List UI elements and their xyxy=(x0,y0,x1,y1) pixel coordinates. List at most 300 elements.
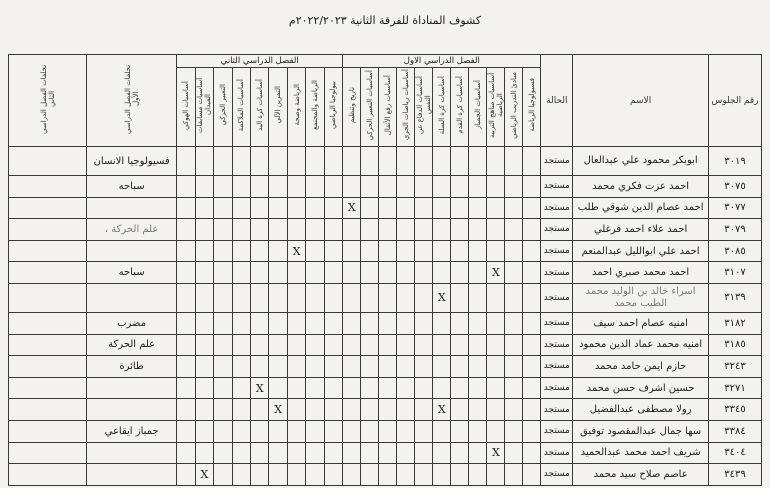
s1-mark-cell xyxy=(343,334,361,356)
s2-mark-cell xyxy=(195,356,213,378)
student-name-cell: احمد عزت فكري محمد xyxy=(573,176,709,198)
s1-mark-cell xyxy=(433,464,451,486)
makeup-s1-cell: جمباز ايقاعي xyxy=(87,420,177,442)
seat-number-cell: ٣١٠٧ xyxy=(708,262,761,284)
s2-mark-cell xyxy=(232,219,250,241)
s1-mark-cell xyxy=(469,334,487,356)
makeup-s2-cell xyxy=(9,262,87,284)
s2-mark-cell xyxy=(287,176,305,198)
makeup-s2-cell xyxy=(9,420,87,442)
makeup-s1-cell: سباحه xyxy=(87,176,177,198)
s1-mark-cell xyxy=(523,399,541,421)
s2-mark-cell xyxy=(232,312,250,334)
s2-mark-cell xyxy=(324,334,342,356)
s2-mark-cell xyxy=(232,240,250,262)
s2-mark-cell xyxy=(251,176,269,198)
s2-mark-cell xyxy=(214,334,232,356)
s2-mark-cell: X xyxy=(287,240,305,262)
s1-mark-cell xyxy=(361,176,379,198)
s2-mark-cell xyxy=(195,377,213,399)
s1-mark-cell xyxy=(433,219,451,241)
s1-mark-cell xyxy=(451,420,469,442)
s2-mark-cell xyxy=(269,334,287,356)
s1_courses-course-header: أساسيات رياضات الجري xyxy=(397,68,415,147)
seat-number-cell: ٣٢٧١ xyxy=(708,377,761,399)
s1-mark-cell xyxy=(415,176,433,198)
s2-mark-cell xyxy=(251,219,269,241)
makeup-s2-cell xyxy=(9,356,87,378)
s1-mark-cell xyxy=(379,420,397,442)
s1-mark-cell xyxy=(487,420,505,442)
s1-mark-cell xyxy=(397,420,415,442)
s2-mark-cell xyxy=(324,356,342,378)
s1-mark-cell xyxy=(343,176,361,198)
s1-mark-cell xyxy=(415,356,433,378)
s1-mark-cell xyxy=(469,464,487,486)
s1-mark-cell xyxy=(451,442,469,464)
s1_courses-course-header: أساسيات مناهج التربية الرياضية xyxy=(487,68,505,147)
s2-mark-cell xyxy=(287,262,305,284)
s2-mark-cell xyxy=(214,312,232,334)
s1-mark-cell xyxy=(343,377,361,399)
s1-mark-cell xyxy=(469,197,487,219)
s2-mark-cell xyxy=(232,262,250,284)
s1-mark-cell xyxy=(487,312,505,334)
s2-mark-cell xyxy=(232,464,250,486)
s2-mark-cell xyxy=(251,312,269,334)
s2-mark-cell xyxy=(177,283,196,312)
makeup-s1-cell xyxy=(87,399,177,421)
s1-mark-cell xyxy=(397,240,415,262)
seat-number-cell: ٣٠٧٥ xyxy=(708,176,761,198)
table-row xyxy=(9,356,762,378)
s2-mark-cell xyxy=(324,283,342,312)
s2-mark-cell xyxy=(306,219,324,241)
s1-mark-cell xyxy=(343,283,361,312)
makeup-s1-cell xyxy=(87,442,177,464)
s1-mark-cell xyxy=(379,197,397,219)
s2_courses-course-header: أساسيات الهوكي xyxy=(177,68,196,147)
s1-mark-cell xyxy=(505,219,523,241)
s1-mark-cell xyxy=(361,399,379,421)
seat-number-cell: ٣٠٧٩ xyxy=(708,219,761,241)
makeup-s2-cell xyxy=(9,219,87,241)
s2_courses-course-header: الرياضة وصحة xyxy=(287,68,305,147)
makeup-s2-cell xyxy=(9,283,87,312)
s1-mark-cell xyxy=(505,377,523,399)
status-cell: مستجد xyxy=(541,377,573,399)
s1-mark-cell xyxy=(505,262,523,284)
student-name-cell: عاصم صلاح سيد محمد xyxy=(573,464,709,486)
s1-mark-cell xyxy=(451,312,469,334)
seat-number-cell: ٣٠١٩ xyxy=(708,147,761,176)
s1-mark-cell xyxy=(379,442,397,464)
s2-mark-cell xyxy=(287,312,305,334)
s1-mark-cell xyxy=(451,240,469,262)
s1-mark-cell xyxy=(451,334,469,356)
s1-mark-cell xyxy=(361,262,379,284)
makeup-s1-cell xyxy=(87,464,177,486)
s2-mark-cell xyxy=(232,176,250,198)
s2-mark-cell xyxy=(269,262,287,284)
s1-mark-cell xyxy=(451,176,469,198)
s1-mark-cell xyxy=(415,334,433,356)
s1-mark-cell xyxy=(433,356,451,378)
s1-mark-cell xyxy=(451,377,469,399)
s1-mark-cell xyxy=(523,377,541,399)
s2-mark-cell xyxy=(269,197,287,219)
s2-mark-cell xyxy=(177,176,196,198)
s1_courses-course-header: أساسيات كرة القدم xyxy=(451,68,469,147)
s1-mark-cell xyxy=(487,399,505,421)
makeup-s2-cell xyxy=(9,334,87,356)
s1-mark-cell xyxy=(451,464,469,486)
s1-mark-cell xyxy=(469,356,487,378)
makeup-s2-header: تخلفات الفصل الدراسي الثاني xyxy=(9,55,87,147)
s2-mark-cell xyxy=(177,262,196,284)
s1-mark-cell xyxy=(523,464,541,486)
s1-mark-cell xyxy=(379,377,397,399)
s2-mark-cell xyxy=(195,240,213,262)
s1-mark-cell xyxy=(415,464,433,486)
s1-mark-cell xyxy=(343,420,361,442)
s1-mark-cell xyxy=(397,377,415,399)
table-row xyxy=(9,334,762,356)
seat-number-cell: ٣١٨٥ xyxy=(708,334,761,356)
s1_courses-course-header: أساسيات رفع الأثقال xyxy=(379,68,397,147)
s2-mark-cell xyxy=(251,283,269,312)
status-cell: مستجد xyxy=(541,176,573,198)
s1-mark-cell xyxy=(523,283,541,312)
status-cell: مستجد xyxy=(541,283,573,312)
s1-mark-cell xyxy=(505,283,523,312)
s1-mark-cell xyxy=(397,334,415,356)
s1-mark-cell xyxy=(379,219,397,241)
s2-mark-cell xyxy=(324,176,342,198)
s2-mark-cell xyxy=(177,334,196,356)
s2-mark-cell xyxy=(195,334,213,356)
s1-mark-cell xyxy=(487,197,505,219)
makeup-s1-cell xyxy=(87,377,177,399)
s1-mark-cell xyxy=(379,240,397,262)
s2_courses-course-header: أساسيات مسابقات الميدان xyxy=(195,68,213,147)
s1-mark-cell xyxy=(505,356,523,378)
s1-mark-cell xyxy=(361,464,379,486)
seat-number-cell: ٣٤٠٤ xyxy=(708,442,761,464)
makeup-s1-cell: سباحه xyxy=(87,262,177,284)
s1-mark-cell xyxy=(505,464,523,486)
seat-number-cell: ٣٢٤٣ xyxy=(708,356,761,378)
seat-number-cell: ٣٠٨٥ xyxy=(708,240,761,262)
status-cell: مستجد xyxy=(541,240,573,262)
s2-mark-cell xyxy=(195,147,213,176)
s1-mark-cell xyxy=(487,176,505,198)
s1-mark-cell: X xyxy=(433,399,451,421)
s2-mark-cell xyxy=(287,442,305,464)
makeup-s1-cell: علم الحركة xyxy=(87,334,177,356)
s2-mark-cell xyxy=(177,219,196,241)
s2-mark-cell xyxy=(251,420,269,442)
makeup-s2-cell xyxy=(9,147,87,176)
s1-mark-cell xyxy=(343,442,361,464)
s2-mark-cell xyxy=(269,176,287,198)
s1-mark-cell xyxy=(433,240,451,262)
name-header: الاسم xyxy=(573,55,709,147)
status-cell: مستجد xyxy=(541,262,573,284)
makeup-s1-cell: طائرة xyxy=(87,356,177,378)
student-name-cell: احمد محمد صبري احمد xyxy=(573,262,709,284)
s2-mark-cell xyxy=(177,240,196,262)
s1-mark-cell xyxy=(361,219,379,241)
s1-mark-cell xyxy=(415,399,433,421)
status-cell: مستجد xyxy=(541,356,573,378)
makeup-s2-cell xyxy=(9,312,87,334)
s1-mark-cell xyxy=(451,262,469,284)
s1-mark-cell xyxy=(361,197,379,219)
s2-mark-cell xyxy=(177,356,196,378)
s1-mark-cell xyxy=(469,442,487,464)
status-cell: مستجد xyxy=(541,197,573,219)
s1-mark-cell xyxy=(523,262,541,284)
s1-mark-cell xyxy=(523,240,541,262)
table-row xyxy=(9,399,762,421)
seat-no-header: رقم الجلوس xyxy=(708,55,761,147)
s1-mark-cell xyxy=(397,399,415,421)
makeup-s2-cell xyxy=(9,240,87,262)
s2-mark-cell xyxy=(324,262,342,284)
s2-mark-cell xyxy=(232,399,250,421)
s1-mark-cell xyxy=(523,197,541,219)
s1_courses-course-header: أساسيات كرة السلة xyxy=(433,68,451,147)
s2-mark-cell xyxy=(324,442,342,464)
s2-mark-cell xyxy=(324,197,342,219)
s2-mark-cell xyxy=(251,356,269,378)
s1-mark-cell xyxy=(505,176,523,198)
table-row xyxy=(9,176,762,198)
s2-mark-cell xyxy=(232,356,250,378)
status-cell: مستجد xyxy=(541,219,573,241)
student-name-cell: احمد علي ابوالليل عبدالمنعم xyxy=(573,240,709,262)
s2-mark-cell xyxy=(195,176,213,198)
student-name-cell: حازم ايمن حامد محمد xyxy=(573,356,709,378)
s1-mark-cell xyxy=(433,197,451,219)
s2-mark-cell xyxy=(306,356,324,378)
s2_courses-course-header: التعبير الحركي xyxy=(214,68,232,147)
s1-mark-cell xyxy=(361,442,379,464)
s2-mark-cell xyxy=(214,219,232,241)
s1-mark-cell xyxy=(523,312,541,334)
s1-mark-cell xyxy=(433,334,451,356)
s2-mark-cell xyxy=(269,420,287,442)
s2-mark-cell xyxy=(306,399,324,421)
s1-mark-cell xyxy=(379,262,397,284)
s1_courses-course-header: أساسيات التعبير الحركي xyxy=(361,68,379,147)
s1-mark-cell xyxy=(433,262,451,284)
s2-mark-cell xyxy=(306,176,324,198)
s1_courses-course-header: أساسيات الجمباز xyxy=(469,68,487,147)
makeup-s2-cell xyxy=(9,197,87,219)
s2-mark-cell xyxy=(306,420,324,442)
s1-mark-cell: X xyxy=(433,283,451,312)
s1-mark-cell xyxy=(415,240,433,262)
s2-mark-cell xyxy=(214,464,232,486)
student-name-cell: اسراء خالد بن الوليد محمد الطيب محمد xyxy=(573,283,709,312)
student-name-cell: احمد عصام الدين شوقي طلب xyxy=(573,197,709,219)
s2-mark-cell xyxy=(195,219,213,241)
s2-mark-cell xyxy=(269,147,287,176)
student-name-cell: حسين اشرف حسن محمد xyxy=(573,377,709,399)
s2-mark-cell xyxy=(214,147,232,176)
s2-mark-cell xyxy=(306,464,324,486)
s1-mark-cell xyxy=(343,356,361,378)
s1-mark-cell xyxy=(505,197,523,219)
s1-mark-cell xyxy=(415,262,433,284)
s2_courses-course-header: الرياضة والمجتمع xyxy=(306,68,324,147)
s2-mark-cell xyxy=(269,312,287,334)
s2-mark-cell xyxy=(251,262,269,284)
s2-mark-cell xyxy=(287,356,305,378)
s1-mark-cell xyxy=(397,262,415,284)
s1-mark-cell xyxy=(505,240,523,262)
s1-mark-cell xyxy=(433,420,451,442)
s1-mark-cell xyxy=(523,219,541,241)
attendance-table xyxy=(8,54,762,486)
s1-mark-cell xyxy=(361,377,379,399)
s2-mark-cell xyxy=(195,197,213,219)
s1-mark-cell xyxy=(487,334,505,356)
s1-mark-cell xyxy=(379,147,397,176)
seat-number-cell: ٣٠٧٧ xyxy=(708,197,761,219)
s2-mark-cell xyxy=(324,240,342,262)
s1-mark-cell xyxy=(451,147,469,176)
makeup-s2-cell xyxy=(9,464,87,486)
s1-mark-cell xyxy=(415,147,433,176)
s1-mark-cell xyxy=(487,356,505,378)
makeup-s1-cell: علم الحركة ، xyxy=(87,219,177,241)
s1-mark-cell xyxy=(379,356,397,378)
s1-mark-cell xyxy=(415,283,433,312)
s1-mark-cell xyxy=(523,334,541,356)
s1-mark-cell xyxy=(487,377,505,399)
s1-mark-cell xyxy=(505,399,523,421)
s1-mark-cell xyxy=(343,399,361,421)
s2-mark-cell xyxy=(177,420,196,442)
s2-mark-cell xyxy=(177,147,196,176)
table-row xyxy=(9,219,762,241)
s1-mark-cell xyxy=(361,356,379,378)
s2-mark-cell xyxy=(306,197,324,219)
s2-mark-cell xyxy=(269,283,287,312)
s1-mark-cell: X xyxy=(487,262,505,284)
s2-mark-cell xyxy=(269,464,287,486)
page-title: كشوف المناداة للفرقة الثانية ٢٠٢٢/٢٠٢٣م xyxy=(288,14,482,27)
s1-mark-cell xyxy=(505,312,523,334)
s2-mark-cell xyxy=(324,420,342,442)
s1-mark-cell xyxy=(397,197,415,219)
s1-mark-cell xyxy=(379,334,397,356)
makeup-s1-header: تخلفات الفصل الدراسي الأول xyxy=(87,55,177,147)
seat-number-cell: ٣١٣٩ xyxy=(708,283,761,312)
student-name-cell: شريف احمد محمد عبدالحميد xyxy=(573,442,709,464)
s1-mark-cell xyxy=(415,377,433,399)
table-row xyxy=(9,464,762,486)
s2-mark-cell xyxy=(251,399,269,421)
s2-mark-cell xyxy=(177,464,196,486)
s2-mark-cell xyxy=(306,240,324,262)
s2_courses-course-header: التمرين الآلي xyxy=(269,68,287,147)
s2-mark-cell xyxy=(269,377,287,399)
makeup-s2-cell xyxy=(9,377,87,399)
s1-mark-cell xyxy=(397,442,415,464)
s2-mark-cell xyxy=(287,219,305,241)
makeup-s1-cell xyxy=(87,283,177,312)
semester-2-header: الفصل الدراسي الثاني xyxy=(177,55,343,68)
s1-mark-cell xyxy=(433,442,451,464)
s1-mark-cell xyxy=(379,283,397,312)
s2-mark-cell xyxy=(269,240,287,262)
s2-mark-cell xyxy=(306,147,324,176)
s1-mark-cell xyxy=(379,399,397,421)
s1-mark-cell xyxy=(469,399,487,421)
s1-mark-cell xyxy=(469,219,487,241)
s1-mark-cell xyxy=(487,240,505,262)
table-row xyxy=(9,312,762,334)
s2-mark-cell xyxy=(214,420,232,442)
s2-mark-cell xyxy=(214,262,232,284)
s2-mark-cell xyxy=(214,377,232,399)
s1-mark-cell xyxy=(343,312,361,334)
s2-mark-cell xyxy=(306,312,324,334)
seat-number-cell: ٣١٨٢ xyxy=(708,312,761,334)
s1-mark-cell xyxy=(397,312,415,334)
student-name-cell: سها جمال عبدالمقصود توفيق xyxy=(573,420,709,442)
student-name-cell: رولا مصطفى عبدالفضيل xyxy=(573,399,709,421)
s2-mark-cell xyxy=(214,176,232,198)
status-cell: مستجد xyxy=(541,442,573,464)
makeup-s2-cell xyxy=(9,399,87,421)
s1-mark-cell xyxy=(433,312,451,334)
table-row xyxy=(9,262,762,284)
s1-mark-cell xyxy=(451,283,469,312)
s2-mark-cell xyxy=(324,399,342,421)
s2-mark-cell xyxy=(251,334,269,356)
s2-mark-cell xyxy=(251,147,269,176)
s2-mark-cell xyxy=(251,442,269,464)
s1-mark-cell xyxy=(505,442,523,464)
s2-mark-cell xyxy=(324,147,342,176)
s2-mark-cell xyxy=(306,442,324,464)
table-row xyxy=(9,283,762,312)
s2-mark-cell xyxy=(287,420,305,442)
s1-mark-cell xyxy=(343,464,361,486)
s1_courses-course-header: تاريخ وتنظيم xyxy=(343,68,361,147)
s2-mark-cell xyxy=(177,312,196,334)
s1_courses-course-header: أساسيات الدفاع عن النفس xyxy=(415,68,433,147)
s2-mark-cell xyxy=(195,312,213,334)
s1-mark-cell xyxy=(415,420,433,442)
student-name-cell: ابوبكر محمود علي عبدالعال xyxy=(573,147,709,176)
s1-mark-cell xyxy=(361,240,379,262)
s2-mark-cell xyxy=(177,377,196,399)
s1-mark-cell xyxy=(397,219,415,241)
s2-mark-cell xyxy=(177,197,196,219)
s2-mark-cell xyxy=(306,334,324,356)
status-cell: مستجد xyxy=(541,312,573,334)
s2-mark-cell xyxy=(287,377,305,399)
s1-mark-cell xyxy=(469,420,487,442)
s1-mark-cell xyxy=(343,240,361,262)
s2-mark-cell xyxy=(251,197,269,219)
